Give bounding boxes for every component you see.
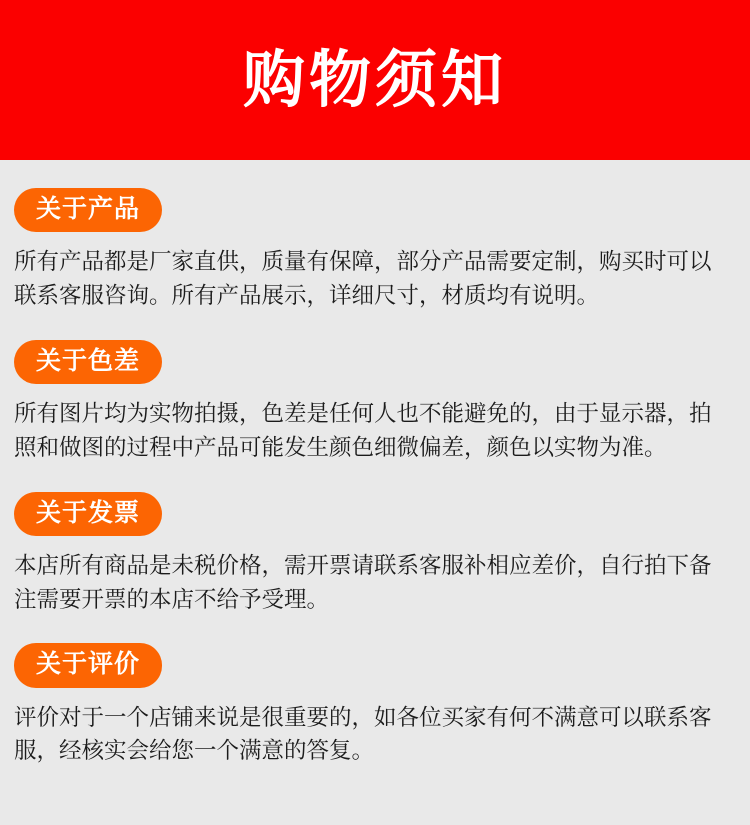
section-text-product: 所有产品都是厂家直供，质量有保障，部分产品需要定制，购买时可以联系客服咨询。所有产品展示，详细尺寸，材质均有说明。 — [14, 249, 712, 309]
section-label-product: 关于产品 — [14, 188, 162, 232]
section-label-invoice: 关于发票 — [14, 492, 162, 536]
section-text-invoice: 本店所有商品是未税价格，需开票请联系客服补相应差价，自行拍下备注需要开票的本店不给予受理。 — [14, 552, 712, 613]
section-color — [14, 340, 736, 466]
section-product — [14, 188, 736, 314]
page-banner — [0, 0, 750, 160]
page-title: 购物须知 — [242, 43, 507, 116]
section-review — [14, 643, 736, 769]
section-text-review: 评价对于一个店铺来说是很重要的，如各位买家有何不满意可以联系客服，经核实会给您一个满意的答复。 — [14, 704, 712, 765]
section-label-color: 关于色差 — [14, 340, 162, 384]
notice-panel — [0, 160, 750, 825]
section-text-color: 所有图片均为实物拍摄，色差是任何人也不能避免的，由于显示器，拍照和做图的过程中产品可能发生颜色细微偏差，颜色以实物为准。 — [14, 401, 712, 461]
section-invoice — [14, 492, 736, 618]
section-label-review: 关于评价 — [14, 643, 162, 687]
